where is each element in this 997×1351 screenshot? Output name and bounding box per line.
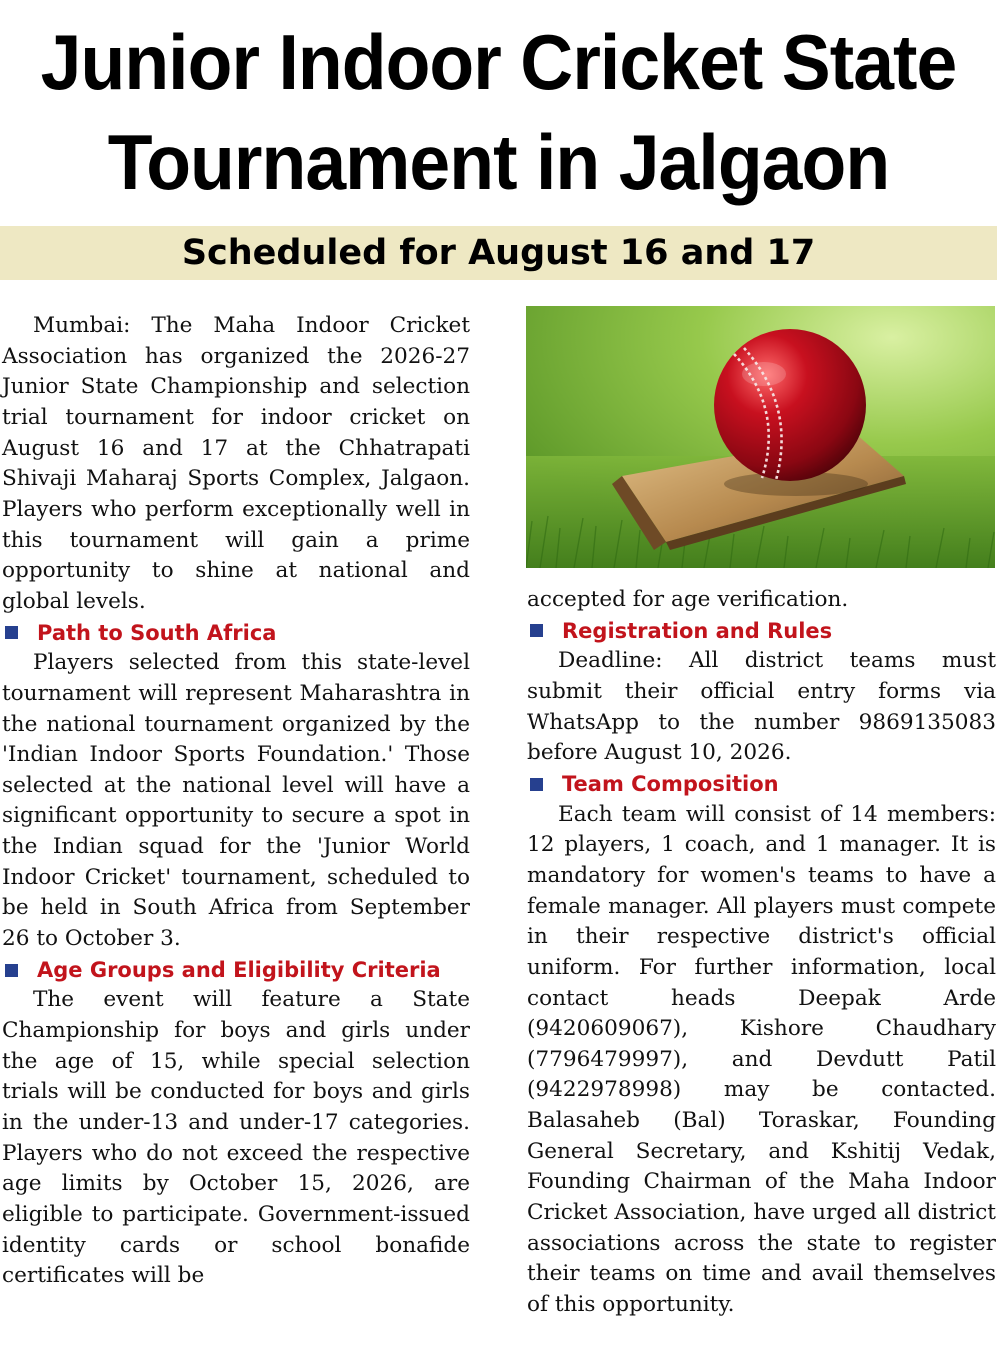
left-column <box>2 311 470 1292</box>
headline <box>0 12 997 218</box>
bullet-square-icon <box>530 778 543 791</box>
section-heading-label: Age Groups and Eligibility Criteria <box>37 957 441 982</box>
intro-paragraph: Mumbai: The Maha Indoor Cricket Association has organized the 2026-27 Junior State Championship and selection trial tournament for indoor cricket on August 16 and 17 at the Chhatrapati Shivaji Maharaj Sports Complex, Jalgaon. Players who perform exceptionally well in this tournament will gain a prime opportunity to shine at national and global levels. <box>2 313 470 614</box>
section-body-age-groups-continued: accepted for age verification. <box>527 587 849 612</box>
section-heading-label: Path to South Africa <box>37 620 277 645</box>
headline-line-1: Junior Indoor Cricket State <box>40 18 957 106</box>
section-heading-registration <box>527 616 996 647</box>
section-heading-label: Team Composition <box>562 771 779 796</box>
bullet-square-icon <box>5 964 18 977</box>
section-heading-label: Registration and Rules <box>562 618 833 643</box>
section-heading-path-to-south-africa <box>2 618 470 649</box>
bullet-square-icon <box>530 624 543 637</box>
subheadline: Scheduled for August 16 and 17 <box>181 233 816 273</box>
section-body-age-groups: The event will feature a State Championship for boys and girls under the age of 15, while special selection trials will be conducted for boys and girls in the under-13 and under-17 categories. Players who do not exceed the respective age limits by October 15, 2026, are eligible to participate. Government-issued identity cards or school bonafide certificates will be <box>2 987 470 1289</box>
section-heading-age-groups <box>2 955 470 986</box>
section-body-path-to-south-africa: Players selected from this state-level tournament will represent Maharashtra in the national tournament organized by the 'Indian Indoor Sports Foundation.' Those selected at the national level will have a significant opportunity to secure a spot in the Indian squad for the 'Junior World Indoor Cricket' tournament, scheduled to be held in South Africa from September 26 to October 3. <box>2 650 470 952</box>
headline-line-2: Tournament in Jalgaon <box>107 118 890 206</box>
section-body-registration: Deadline: All district teams must submit their official entry forms via WhatsApp to the number 9869135083 before August 10, 2026. <box>527 648 996 766</box>
right-column <box>527 585 996 1321</box>
subheadline-band <box>0 226 997 280</box>
bullet-square-icon <box>5 626 18 639</box>
cricket-ball-on-bat-photo <box>526 306 995 568</box>
section-body-team-composition: Each team will consist of 14 members: 12 players, 1 coach, and 1 manager. It is mandatory for women's teams to have a female manager. All players must compete in their respective district's official uniform. For further information, local contact heads Deepak Arde (9420609067), Kishore Chaudhary (7796479997), and Devdutt Patil (9422978998) may be contacted. Balasaheb (Bal) Toraskar, Founding General Secretary, and Kshitij Vedak, Founding Chairman of the Maha Indoor Cricket Association, have urged all district associations across the state to register their teams on time and avail themselves of this opportunity. <box>527 801 996 1318</box>
section-heading-team-composition <box>527 769 996 800</box>
